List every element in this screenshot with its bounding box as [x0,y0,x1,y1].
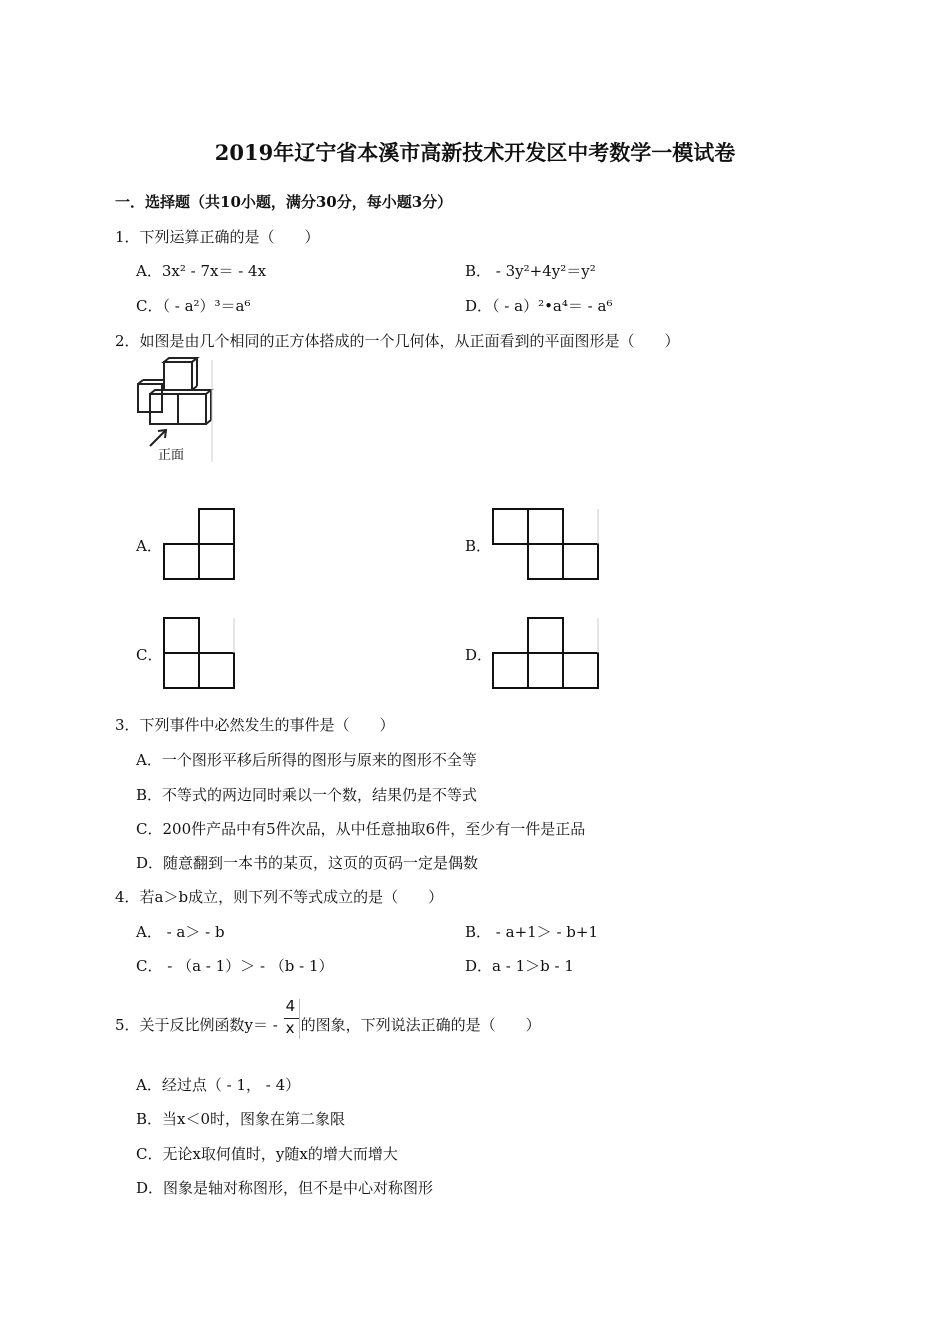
question-2-option-c-figure [162,616,238,690]
question-3-option-d: D．随意翻到一本书的某页，这页的页码一定是偶数 [136,854,479,872]
question-5-option-b: B．当x＜0时，图象在第二象限 [136,1110,346,1128]
question-4-stem: 4．若a＞b成立，则下列不等式成立的是（ ） [115,888,444,906]
question-3-stem: 3．下列事件中必然发生的事件是（ ） [115,716,395,734]
question-3-option-c: C．200件产品中有5件次品，从中任意抽取6件，至少有一件是正品 [136,820,586,838]
question-4-option-c: C． - （a - 1）＞ - （b - 1） [136,957,334,975]
page-title: 2019年辽宁省本溪市高新技术开发区中考数学一模试卷 [214,140,736,165]
question-5-stem [115,997,541,1039]
question-4-option-a: A． - a＞ - b [136,923,225,941]
cube-stack-figure [134,358,214,464]
question-1-option-a: A．3x² - 7x＝ - 4x [136,262,267,280]
question-5-option-c: C．无论x取何值时，y随x的增大而增大 [136,1145,398,1163]
fraction-numerator: 4 [285,997,296,1015]
question-5-stem-prefix: 5．关于反比例函数y＝ - [115,1016,283,1034]
section-header: 一．选择题（共10小题，满分30分，每小题3分） [115,193,453,211]
question-4-option-d: D．a - 1＞b - 1 [465,957,574,975]
question-2-option-a-label: A． [136,537,162,555]
question-2-option-b-label: B． [465,537,492,555]
question-3-option-b: B．不等式的两边同时乘以一个数，结果仍是不等式 [136,786,478,804]
figure-front-label: 正面 [158,448,185,463]
question-5-option-d: D．图象是轴对称图形，但不是中心对称图形 [136,1179,434,1197]
fraction-4-over-x [283,999,301,1039]
question-2-option-a-figure [162,507,238,581]
question-1-stem: 1．下列运算正确的是（ ） [115,228,320,246]
fraction-edge [299,999,300,1039]
question-1-option-d: D．（ - a）²•a⁴＝ - a⁶ [465,297,613,315]
question-5-stem-suffix: 的图象，下列说法正确的是（ ） [300,1016,541,1034]
question-2-option-d-figure [491,616,603,690]
question-1-option-b: B． - 3y²+4y²＝y² [465,262,596,280]
question-1-option-c: C．（ - a²）³＝a⁶ [136,297,251,315]
fraction-denominator: x [285,1019,295,1037]
question-2-stem: 2．如图是由几个相同的正方体搭成的一个几何体，从正面看到的平面图形是（ ） [115,332,680,350]
question-4-option-b: B． - a+1＞ - b+1 [465,923,599,941]
question-5-option-a: A．经过点（ - 1， - 4） [136,1076,301,1094]
question-2-option-d-label: D． [465,646,493,664]
question-2-option-b-figure [491,507,603,581]
question-2-option-c-label: C． [136,646,163,664]
question-3-option-a: A．一个图形平移后所得的图形与原来的图形不全等 [136,751,477,769]
